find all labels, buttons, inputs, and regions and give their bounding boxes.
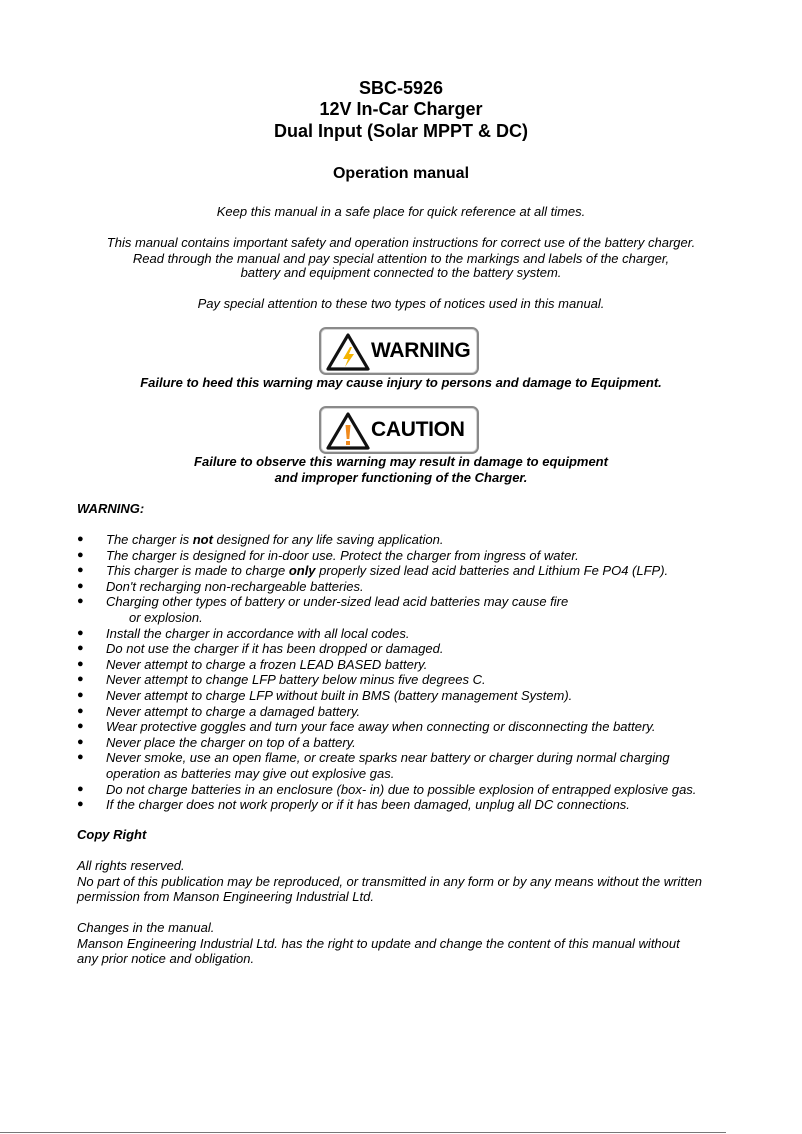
- caution-notice-text-2: and improper functioning of the Charger.: [274, 470, 528, 485]
- product-name: 12V In-Car Charger: [319, 99, 483, 119]
- intro-line-2: Read through the manual and pay special attention to the markings and labels of the charger,: [132, 251, 670, 266]
- exclamation-triangle-icon: [325, 411, 371, 451]
- bullet-icon: ●: [77, 595, 84, 608]
- list-item: ● Never attempt to change LFP battery below minus five degrees C.: [77, 672, 486, 688]
- list-item: ● The charger is not designed for any life saving application.: [77, 532, 444, 547]
- list-item: ● Don't recharging non-rechargeable batteries.: [77, 578, 364, 594]
- bullet-icon: ●: [77, 626, 84, 639]
- keep-manual-note: Keep this manual in a safe place for quick reference at all times.: [216, 204, 586, 219]
- list-item: ● The charger is designed for in-door use. Protect the charger from ingress of water.: [77, 547, 579, 563]
- intro-line-3: battery and equipment connected to the battery system.: [240, 265, 562, 280]
- list-item: ● Install the charger in accordance with all local codes.: [77, 625, 410, 641]
- footer-divider: [0, 1132, 726, 1133]
- bullet-icon: ●: [77, 720, 84, 733]
- bullet-icon: ●: [77, 735, 84, 748]
- caution-notice-text-1: Failure to observe this warning may result in damage to equipment: [194, 454, 608, 469]
- bullet-icon: ●: [77, 548, 84, 561]
- warning-list: [77, 532, 757, 813]
- list-item: ● Never attempt to charge LFP without built in BMS (battery management System).: [77, 687, 573, 703]
- warning-sign-label: WARNING: [371, 339, 471, 362]
- list-item: ● Never smoke, use an open flame, or create sparks near battery or charger during normal charging operation as batteries may give out explosive gas.: [77, 750, 670, 781]
- bullet-icon: ●: [77, 657, 84, 670]
- notice-types-note: Pay special attention to these two types of notices used in this manual.: [197, 296, 605, 311]
- list-item: ● Never place the charger on top of a battery.: [77, 734, 356, 750]
- bullet-icon: ●: [77, 564, 84, 577]
- bullet-icon: ●: [77, 673, 84, 686]
- changes-body-1: Manson Engineering Industrial Ltd. has the right to update and change the content of this manual without: [77, 936, 680, 951]
- caution-sign: [319, 406, 479, 454]
- rights-body-1: No part of this publication may be reproduced, or transmitted in any form or by any means without the written: [77, 874, 703, 889]
- list-item: ● Do not charge batteries in an enclosure (box- in) due to possible explosion of entrapped explosive gas.: [77, 781, 697, 797]
- list-item: ● Wear protective goggles and turn your face away when connecting or disconnecting the battery.: [77, 719, 656, 735]
- emphasis: only: [288, 563, 316, 579]
- list-item: ● Never attempt to charge a damaged battery.: [77, 703, 361, 719]
- caution-sign-label: CAUTION: [371, 418, 465, 441]
- list-item: ● Charging other types of battery or under-sized lead acid batteries may cause fire or explosion.: [77, 594, 569, 625]
- list-item: ● Do not use the charger if it has been dropped or damaged.: [77, 641, 444, 657]
- bullet-icon: ●: [77, 798, 84, 811]
- intro-line-1: This manual contains important safety and operation instructions for correct use of the battery charger.: [106, 235, 696, 250]
- rights-body-2: permission from Manson Engineering Industrial Ltd.: [77, 889, 374, 904]
- bullet-icon: ●: [77, 579, 84, 592]
- bullet-icon: ●: [77, 704, 84, 717]
- product-subtitle: Dual Input (Solar MPPT & DC): [274, 121, 528, 141]
- bullet-icon: ●: [77, 751, 84, 764]
- model-number: SBC-5926: [358, 78, 444, 98]
- emphasis: not: [192, 532, 213, 547]
- warning-sign: [319, 327, 479, 375]
- bullet-icon: ●: [77, 688, 84, 701]
- rights-reserved: All rights reserved.: [77, 858, 185, 873]
- bullet-icon: ●: [77, 533, 84, 545]
- changes-body-2: any prior notice and obligation.: [77, 951, 255, 966]
- warning-notice-text: Failure to heed this warning may cause injury to persons and damage to Equipment.: [140, 375, 662, 390]
- lightning-triangle-icon: [325, 332, 371, 372]
- warning-section-heading: WARNING:: [77, 501, 145, 516]
- bullet-icon: ●: [77, 782, 84, 795]
- changes-heading: Changes in the manual.: [77, 920, 215, 935]
- list-item: ● This charger is made to charge only properly sized lead acid batteries and Lithium Fe PO4 (LFP).: [77, 563, 669, 579]
- list-item: ● If the charger does not work properly or if it has been damaged, unplug all DC connections.: [77, 797, 630, 813]
- copyright-heading: Copy Right: [77, 827, 147, 842]
- list-item: ● Never attempt to charge a frozen LEAD BASED battery.: [77, 656, 428, 672]
- bullet-icon: ●: [77, 642, 84, 655]
- doc-title: Operation manual: [332, 165, 470, 182]
